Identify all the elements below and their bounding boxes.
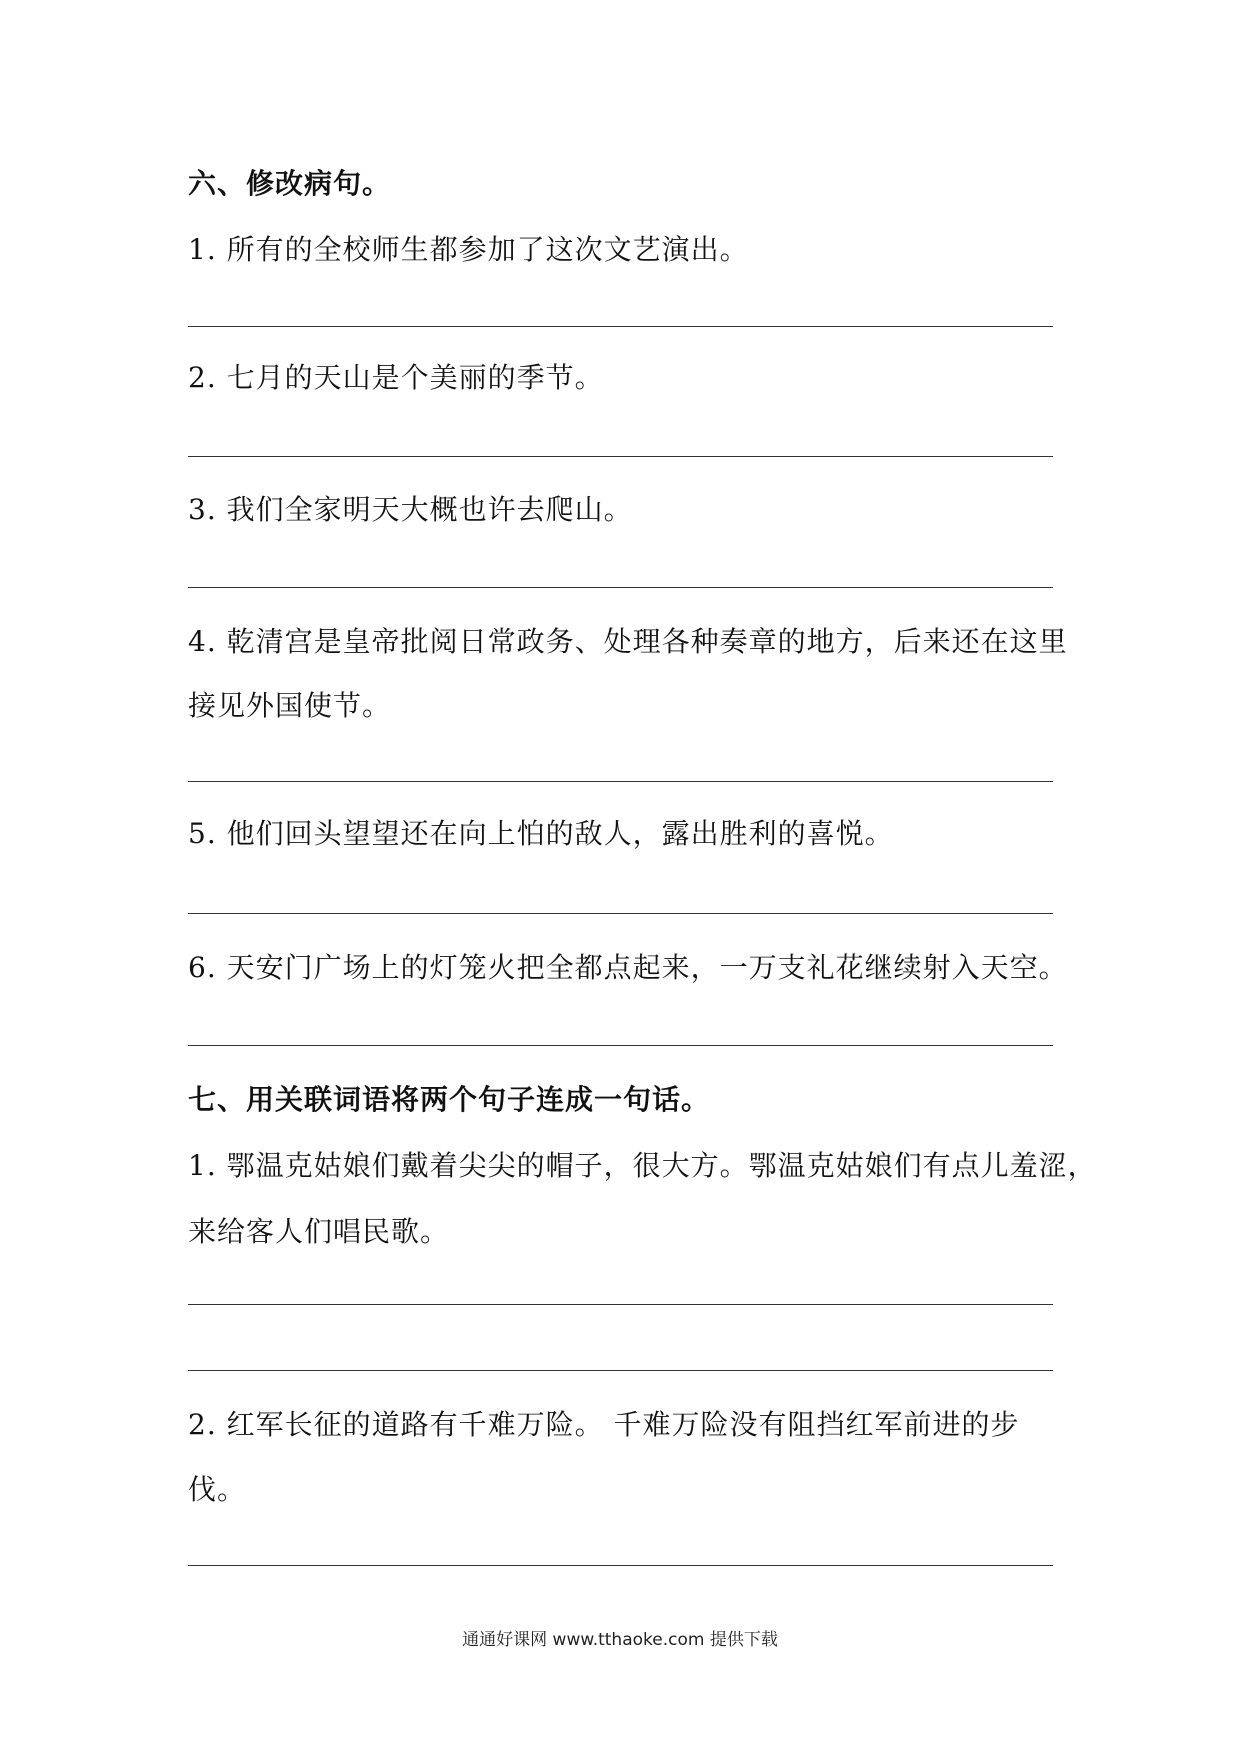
footer-source-note: 通通好课网 www.tthaoke.com 提供下载 xyxy=(462,1630,778,1650)
section-7-title: 七、用关联词语将两个句子连成一句话。 xyxy=(188,1083,711,1116)
section-6-item-6: 6. 天安门广场上的灯笼火把全都点起来，一万支礼花继续射入天空。 xyxy=(188,951,1068,984)
answer-line xyxy=(188,326,1053,327)
section-6-item-4-line-2: 接见外国使节。 xyxy=(188,689,392,722)
section-7-item-2-line-2: 伐。 xyxy=(188,1473,247,1506)
answer-line xyxy=(188,1370,1053,1371)
section-7-item-1-line-2: 来给客人们唱民歌。 xyxy=(188,1215,450,1248)
section-6-title: 六、修改病句。 xyxy=(188,167,392,200)
answer-line xyxy=(188,913,1053,914)
section-6-item-4-line-1: 4. 乾清宫是皇帝批阅日常政务、处理各种奏章的地方，后来还在这里 xyxy=(188,625,1068,658)
section-7-item-1-line-1: 1. 鄂温克姑娘们戴着尖尖的帽子，很大方。鄂温克姑娘们有点儿羞涩， xyxy=(188,1149,1097,1182)
section-6-item-5: 5. 他们回头望望还在向上怕的敌人，露出胜利的喜悦。 xyxy=(188,817,894,850)
answer-line xyxy=(188,1045,1053,1046)
section-6-item-3: 3. 我们全家明天大概也许去爬山。 xyxy=(188,493,633,526)
section-7-item-2-line-1: 2. 红军长征的道路有千难万险。 千难万险没有阻挡红军前进的步 xyxy=(188,1408,1020,1441)
section-6-item-2: 2. 七月的天山是个美丽的季节。 xyxy=(188,361,604,394)
section-6-item-1: 1. 所有的全校师生都参加了这次文艺演出。 xyxy=(188,233,749,266)
answer-line xyxy=(188,1304,1053,1305)
answer-line xyxy=(188,781,1053,782)
answer-line xyxy=(188,1565,1053,1566)
answer-line xyxy=(188,587,1053,588)
answer-line xyxy=(188,456,1053,457)
